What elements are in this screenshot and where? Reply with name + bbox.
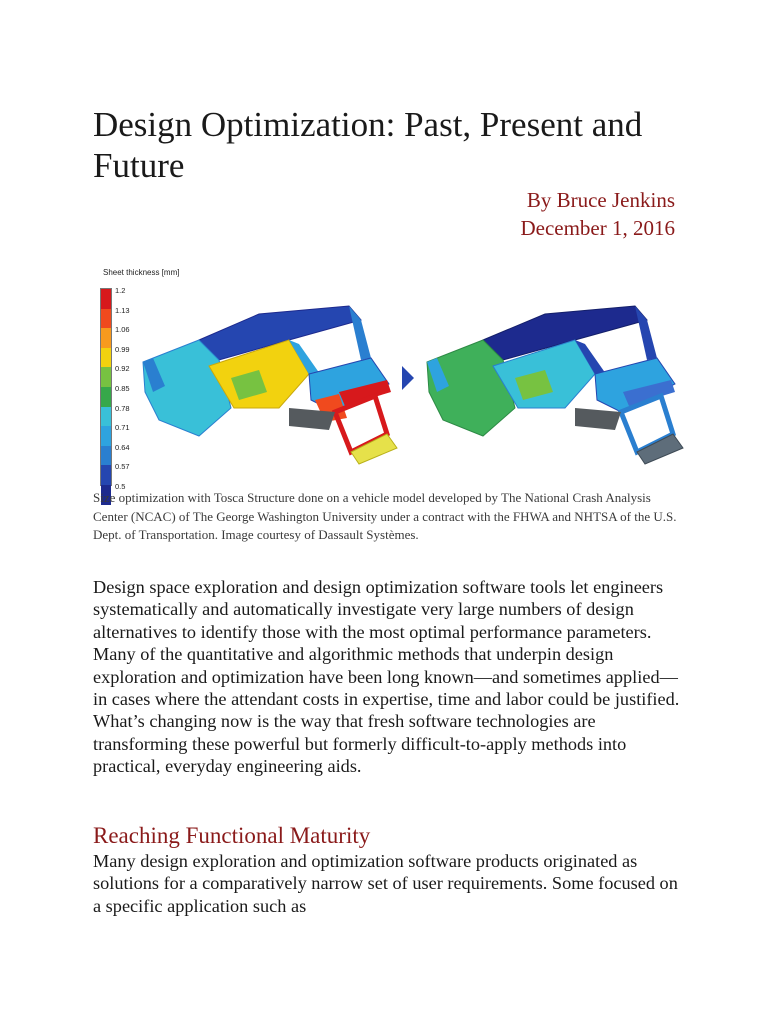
legend-tick-label: 1.13 bbox=[115, 305, 130, 315]
article-title: Design Optimization: Past, Present and Future bbox=[93, 105, 643, 185]
byline bbox=[520, 186, 675, 242]
legend-swatch bbox=[101, 446, 111, 466]
body-paragraph-2: Many design exploration and optimization software products originated as solutions for a comparatively narrow set of user requirements. Some focused on a specific application such as bbox=[93, 851, 678, 916]
legend-color-bar bbox=[100, 288, 112, 486]
legend-swatch bbox=[101, 465, 111, 485]
legend-swatch bbox=[101, 407, 111, 427]
legend-swatch bbox=[101, 348, 111, 368]
legend-swatch bbox=[101, 328, 111, 348]
section-heading: Reaching Functional Maturity bbox=[93, 823, 371, 848]
author-name: By Bruce Jenkins bbox=[526, 188, 675, 212]
legend-tick-label: 0.64 bbox=[115, 442, 130, 452]
legend-tick-label: 1.06 bbox=[115, 325, 130, 335]
legend-tick-label: 0.85 bbox=[115, 384, 130, 393]
legend-swatch bbox=[101, 426, 111, 446]
legend-tick-label: 0.71 bbox=[115, 423, 130, 433]
publish-date: December 1, 2016 bbox=[520, 216, 675, 240]
legend-tick-label: 0.99 bbox=[115, 344, 130, 354]
legend-tick-label: 1.2 bbox=[115, 286, 126, 295]
figure-caption: Size optimization with Tosca Structure done on a vehicle model developed by The National Crash Analysis Center (NCAC) of The George Washington University under a contract with the FHWA and NHTSA of the U.S. Dept. of Transportation. Image courtesy of Dassault Systèmes. bbox=[93, 490, 677, 542]
legend-swatch bbox=[101, 309, 111, 329]
arrow-right-icon bbox=[402, 366, 414, 390]
legend-swatch bbox=[101, 289, 111, 309]
legend-tick-label: 0.78 bbox=[115, 403, 130, 413]
figure-car-optimization bbox=[93, 264, 683, 490]
body-paragraph-1: Design space exploration and design optimization software tools let engineers systematically and automatically investigate very large numbers of design alternatives to identify those with the most optimal performance parameters. Many of the quantitative and algorithmic methods that underpin design exploration and optimization have been long known—and sometimes applied—in cases where the attendant costs in expertise, time and labor could be justified. What’s changing now is the way that fresh software technologies are transforming these powerful but formerly difficult-to-apply methods into practical, everyday engineering aids. bbox=[93, 577, 680, 777]
legend-swatch bbox=[101, 367, 111, 387]
legend-title: Sheet thickness [mm] bbox=[103, 268, 180, 277]
legend-tick-label: 0.57 bbox=[115, 462, 130, 472]
legend-swatch bbox=[101, 387, 111, 407]
legend-tick-label: 0.5 bbox=[115, 482, 126, 491]
car-body-before-image bbox=[139, 288, 399, 472]
legend-tick-label: 0.92 bbox=[115, 364, 130, 374]
car-body-after-image bbox=[423, 288, 685, 472]
